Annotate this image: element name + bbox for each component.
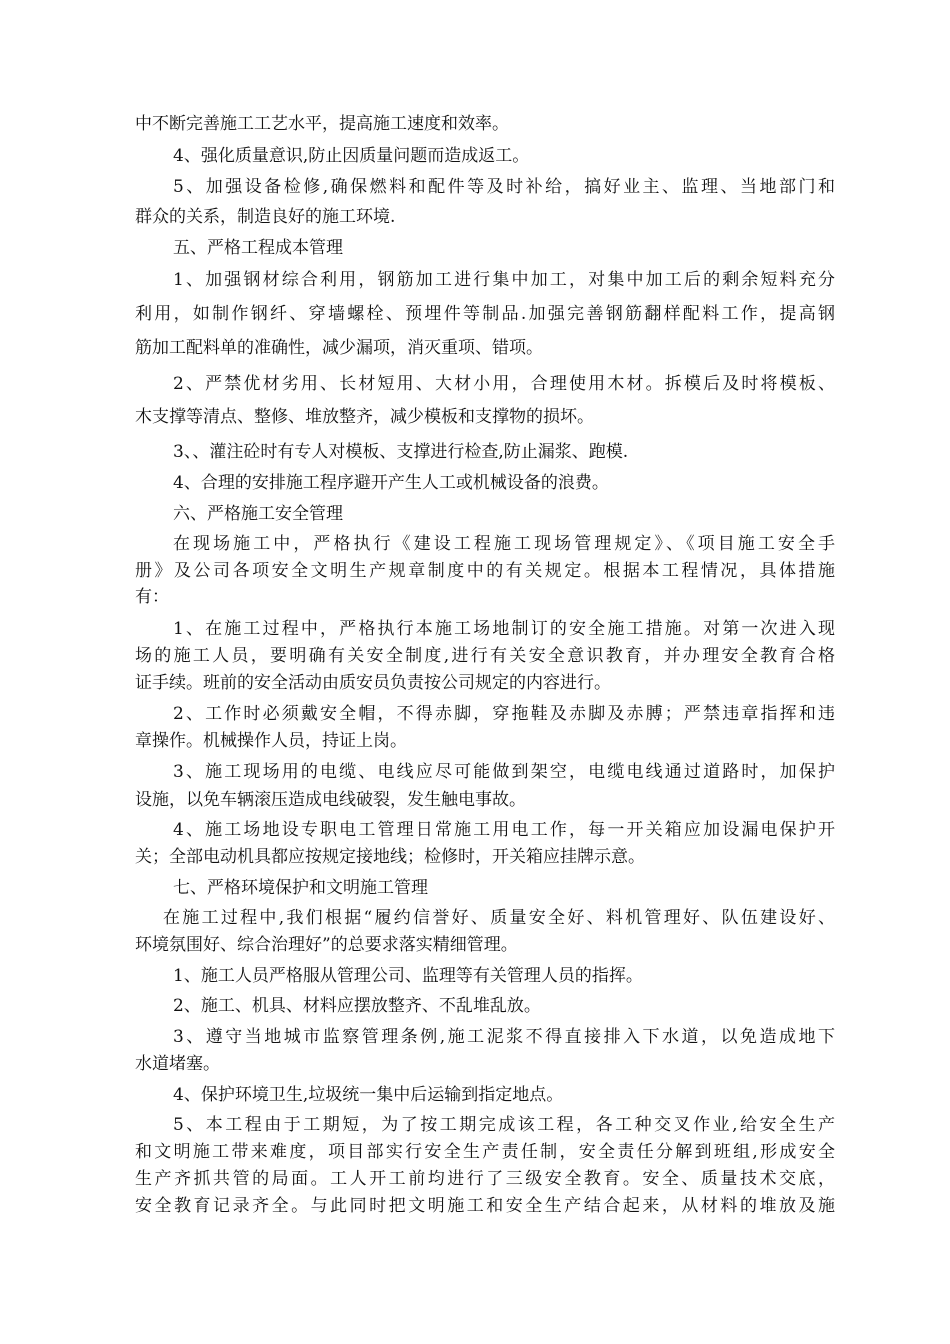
text-line: 证手续。班前的安全活动由质安员负责按公司规定的内容进行。 <box>135 673 611 693</box>
text-line: 1、在施工过程中，严格执行本施工场地制订的安全施工措施。对第一次进入现 <box>173 619 835 639</box>
text-line: 有： <box>135 587 169 607</box>
text-line: 水道堵塞。 <box>135 1054 220 1074</box>
text-line: 3、遵守当地城市监察管理条例,施工泥浆不得直接排入下水道，以免造成地下 <box>173 1027 835 1047</box>
text-line: 生产齐抓共管的局面。工人开工前均进行了三级安全教育。安全、质量技术交底， <box>135 1169 835 1189</box>
text-line: 章操作。机械操作人员，持证上岗。 <box>135 731 407 751</box>
text-line: 筋加工配料单的准确性，减少漏项，消灭重项、错项。 <box>135 338 543 358</box>
text-line: 3、施工现场用的电缆、电线应尽可能做到架空，电缆电线通过道路时，加保护 <box>173 762 835 782</box>
section-heading: 六、严格施工安全管理 <box>173 504 343 524</box>
text-line: 4、施工场地设专职电工管理日常施工用电工作，每一开关箱应加设漏电保护开 <box>173 820 835 840</box>
text-line: 2、严禁优材劣用、长材短用、大材小用，合理使用木材。拆模后及时将模板、 <box>173 374 835 394</box>
text-line: 安全教育记录齐全。与此同时把文明施工和安全生产结合起来，从材料的堆放及施 <box>135 1196 835 1216</box>
text-line: 和文明施工带来难度，项目部实行安全生产责任制，安全责任分解到班组,形成安全 <box>135 1142 835 1162</box>
text-line: 环境氛围好、综合治理好”的总要求落实精细管理。 <box>135 935 518 955</box>
text-line: 5、本工程由于工期短，为了按工期完成该工程，各工种交叉作业,给安全生产 <box>173 1115 835 1135</box>
section-heading: 七、严格环境保护和文明施工管理 <box>173 878 428 898</box>
text-line: 设施，以免车辆滚压造成电线破裂，发生触电事故。 <box>135 790 526 810</box>
text-line: 中不断完善施工工艺水平，提高施工速度和效率。 <box>135 114 509 134</box>
text-line: 木支撑等清点、整修、堆放整齐，减少模板和支撑物的损坏。 <box>135 407 594 427</box>
text-line: 1、施工人员严格服从管理公司、监理等有关管理人员的指挥。 <box>173 966 643 986</box>
text-line: 1、加强钢材综合利用，钢筋加工进行集中加工，对集中加工后的剩余短料充分 <box>173 270 835 290</box>
text-line: 关；全部电动机具都应按规定接地线；检修时，开关箱应挂牌示意。 <box>135 847 645 867</box>
text-line: 3、、灌注砼时有专人对模板、支撑进行检查,防止漏浆、跑模. <box>173 442 629 462</box>
text-line: 在施工过程中,我们根据“履约信誉好、质量安全好、料机管理好、队伍建设好、 <box>163 908 835 928</box>
text-line: 2、施工、机具、材料应摆放整齐、不乱堆乱放。 <box>173 996 541 1016</box>
text-line: 4、合理的安排施工程序避开产生人工或机械设备的浪费。 <box>173 473 609 493</box>
text-line: 4、保护环境卫生,垃圾统一集中后运输到指定地点。 <box>173 1085 564 1105</box>
text-line: 利用，如制作钢纤、穿墙螺栓、预埋件等制品.加强完善钢筋翻样配料工作，提高钢 <box>135 304 835 324</box>
text-line: 场的施工人员，要明确有关安全制度,进行有关安全意识教育，并办理安全教育合格 <box>135 646 835 666</box>
text-line: 4、强化质量意识,防止因质量问题而造成返工。 <box>173 146 530 166</box>
text-line: 群众的关系，制造良好的施工环境. <box>135 207 396 227</box>
text-line: 5、加强设备检修,确保燃料和配件等及时补给，搞好业主、监理、当地部门和 <box>173 177 835 197</box>
section-heading: 五、严格工程成本管理 <box>173 238 343 258</box>
text-line: 册》及公司各项安全文明生产规章制度中的有关规定。根据本工程情况，具体措施 <box>135 561 835 581</box>
text-line: 2、工作时必须戴安全帽，不得赤脚，穿拖鞋及赤脚及赤膊；严禁违章指挥和违 <box>173 704 835 724</box>
text-line: 在现场施工中，严格执行《建设工程施工现场管理规定》、《项目施工安全手 <box>173 534 835 554</box>
